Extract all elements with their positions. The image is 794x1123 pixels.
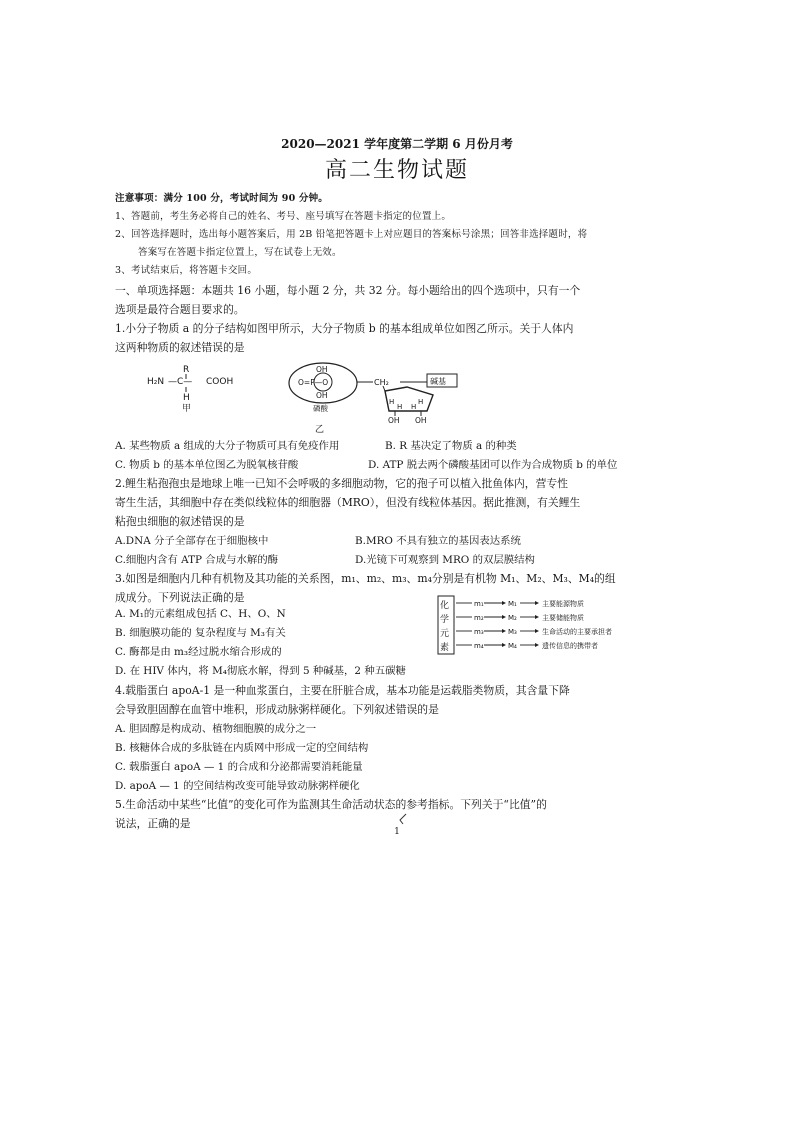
carboxyl-group-label: COOH [206,377,234,387]
ring-oh-label: OH [415,416,427,425]
diagram-row-3 [456,627,612,636]
ring-h-label: H [397,403,403,411]
question-3-stem: 成成分。下列说法正确的是 [115,591,245,604]
ring-h-label: H [418,398,424,406]
polymer-label: M₂ [508,614,517,622]
question-5-stem: 5.生命活动中某些“比值”的变化可作为监测其生命活动状态的参考指标。下列关于“比值”的 [115,798,547,811]
question-5-stem: 说法，正确的是 [115,817,191,830]
function-label: 主要储能物质 [542,614,584,622]
element-box-char: 元 [440,629,450,639]
exam-header: 2020—2021 学年度第二学期 6 月份月考 [281,137,513,151]
note-item: 3、考试结束后，将答题卡交回。 [115,265,258,276]
ring-oh-label: OH [388,416,400,425]
question-1-option-d: D. ATP 脱去两个磷酸基团可以作为合成物质 b 的单位 [368,459,618,471]
question-3-stem: 3.如图是细胞内几种有机物及其功能的关系图，m₁、m₂、m₃、m₄分别是有机物 M₁、M₂、M₃、M₄的组 [115,572,616,585]
question-3-option-c: C. 酶都是由 m₃经过脱水缩合形成的 [115,646,282,658]
question-4-option-c: C. 载脂蛋白 apoA — 1 的合成和分泌都需要消耗能量 [115,761,363,773]
ring-h-label: H [389,398,395,406]
pen-mark-icon [396,812,410,826]
question-2-option-d: D.光镜下可观察到 MRO 的双层膜结构 [355,554,535,566]
question-2-option-a: A.DNA 分子全部存在于细胞核中 [115,535,269,547]
hydrogen-label: H [183,393,190,403]
function-label: 遗传信息的携带者 [542,642,598,650]
question-2-option-c: C.细胞内含有 ATP 合成与水解的酶 [115,554,279,566]
function-label: 主要能源物质 [542,600,584,608]
page-number: 1 [394,827,400,837]
element-box-char: 学 [440,615,450,625]
ring-h-label: H [411,403,417,411]
question-1-stem: 这两种物质的叙述错误的是 [115,341,245,354]
oh-top-label: OH [316,365,328,374]
section-title: 一、单项选择题：本题共 16 小题，每小题 2 分，共 32 分。每小题给出的四个选项中，只有一个 [115,284,581,297]
r-group-label: R [183,365,190,375]
polymer-label: M₁ [508,600,517,608]
question-1-stem: 1.小分子物质 a 的分子结构如图甲所示，大分子物质 b 的基本组成单位如图乙所示。关于人体内 [115,322,574,335]
diagram-row-4 [456,641,598,650]
question-1-option-a: A. 某些物质 a 组成的大分子物质可具有免疫作用 [115,440,340,452]
amino-group-label: H₂N [147,377,165,387]
note-item: 2、回答选择题时，选出每小题答案后，用 2B 铅笔把答题卡上对应题目的答案标号涂黑；回答非选择题时，将 [115,229,588,240]
question-2-option-b: B.MRO 不具有独立的基因表达系统 [355,535,521,547]
diagram-row-2 [456,613,584,622]
monomer-label: m₂ [474,614,484,622]
question-1-option-b: B. R 基决定了物质 a 的种类 [385,440,517,452]
polymer-label: M₃ [508,628,517,636]
question-4-option-a: A. 胆固醇是构成动、植物细胞膜的成分之一 [115,723,317,735]
question-3-option-d: D. 在 HIV 体内，将 M₄彻底水解，得到 5 种碱基，2 种五碳糖 [115,665,406,677]
diagram-row-1 [456,599,584,608]
central-carbon-label: —C— [168,377,193,387]
monomer-label: m₁ [474,600,484,608]
note-item: 1、答题前，考生务必将自己的姓名、考号、座号填写在答题卡指定的位置上。 [115,211,452,222]
exam-title: 高二生物试题 [324,158,469,183]
phosphate-label: 磷酸 [313,404,328,413]
function-label: 生命活动的主要承担者 [542,628,612,636]
question-4-option-d: D. apoA — 1 的空间结构改变可能导致动脉粥样硬化 [115,780,360,792]
amino-acid-structure-figure [140,360,260,420]
element-box-char: 素 [440,643,450,653]
question-4-stem: 会导致胆固醇在血管中堆积，形成动脉粥样硬化。下列叙述错误的是 [115,703,439,716]
question-4-option-b: B. 核糖体合成的多肽链在内质网中形成一定的空间结构 [115,742,369,754]
ch2-label: CH₂ [374,378,389,387]
element-box-char: 化 [440,601,450,611]
note-item: 答案写在答题卡指定位置上，写在试卷上无效。 [138,247,342,258]
organic-compound-diagram [436,594,646,658]
nucleotide-structure-figure [285,357,485,435]
question-4-stem: 4.载脂蛋白 apoA-1 是一种血浆蛋白，主要在肝脏合成，基本功能是运载脂类物质，其含量下降 [115,684,570,697]
figure-jia-label: 甲 [182,404,192,414]
question-3-option-a: A. M₁的元素组成包括 C、H、O、N [115,608,286,620]
question-2-stem: 寄生生活，其细胞中存在类似线粒体的细胞器（MRO），但没有线粒体基因。据此推测，有关鲤生 [115,496,581,509]
section-title-cont: 选项是最符合题目要求的。 [115,303,245,316]
monomer-label: m₃ [474,628,484,636]
base-label: 碱基 [430,377,446,386]
question-1-option-c: C. 物质 b 的基本单位图乙为脱氧核苷酸 [115,459,299,471]
question-2-stem: 粘孢虫细胞的叙述错误的是 [115,515,245,528]
question-2-stem: 2.鲤生粘孢孢虫是地球上唯一已知不会呼吸的多细胞动物，它的孢子可以植入批鱼体内，营专性 [115,477,568,490]
p-row-label: O=P—O [298,378,329,387]
notes-heading: 注意事项：满分 100 分，考试时间为 90 分钟。 [115,193,328,204]
polymer-label: M₄ [508,642,517,650]
oh-bottom-label: OH [316,391,328,400]
figure-yi-label: 乙 [315,425,325,435]
monomer-label: m₄ [474,642,484,650]
question-3-option-b: B. 细胞膜功能的 复杂程度与 M₃有关 [115,627,286,639]
